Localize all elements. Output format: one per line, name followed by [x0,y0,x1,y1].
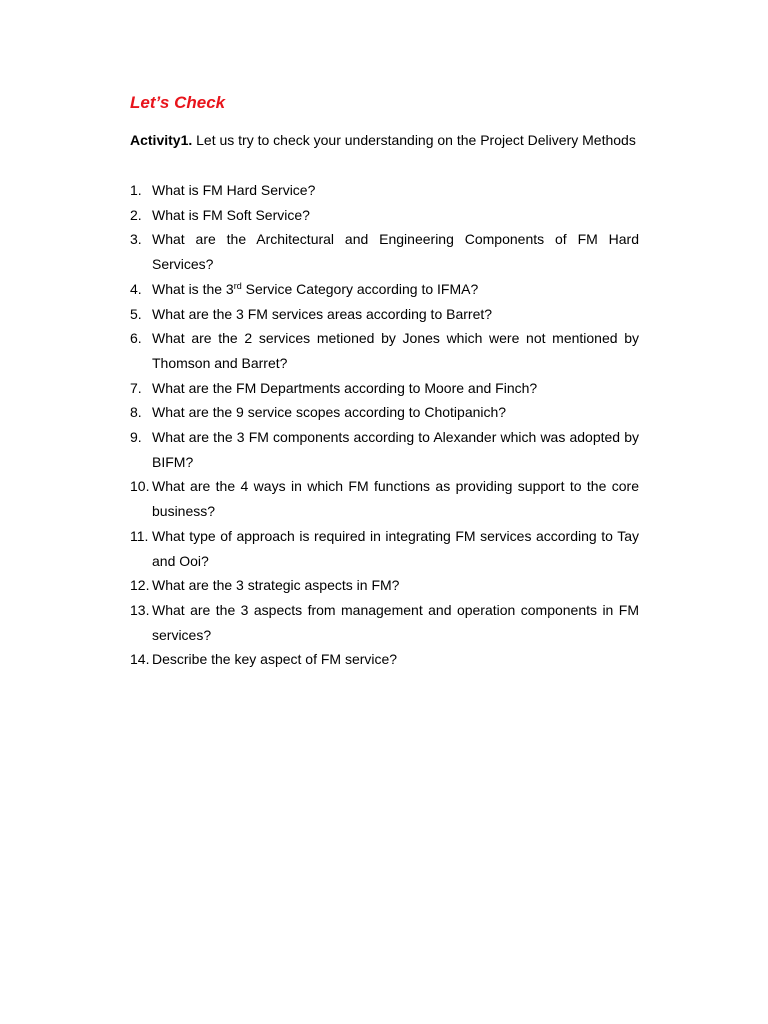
question-text: What is FM Soft Service? [152,206,310,223]
question-item [130,647,639,672]
question-text-end: Service Category according to IFMA? [241,280,479,297]
question-item [130,302,639,327]
question-text: Describe the key aspect of FM service? [152,651,398,668]
question-text: What are the 3 FM components according to Alexander which was adopted by BIFM? [152,429,639,470]
question-text: What are the Architectural and Engineering Components of FM Hard Services? [152,231,639,273]
question-list [130,178,639,672]
activity-text: Let us try to check your understanding on the Project Delivery Methods [196,132,636,148]
question-text-start: What is the 3 [152,280,234,297]
question-number: 8. [130,404,142,421]
question-number: 3. [130,231,142,248]
question-item [130,524,639,573]
question-number: 14. [130,651,150,668]
question-number: 12. [130,577,150,594]
ordinal-superscript: rd [233,280,242,291]
question-text: What are the 3 strategic aspects in FM? [152,577,400,594]
question-number: 9. [130,429,142,446]
question-number: 1. [130,182,142,198]
question-item [130,277,639,302]
question-number: 6. [130,330,142,347]
question-text: What is FM Hard Service? [152,182,316,198]
activity-intro [130,131,650,149]
question-text [152,277,639,302]
question-text: What are the 2 services metioned by Jones which were not mentioned by Thomson and Barret? [152,330,639,371]
question-item [130,376,639,401]
question-item [130,425,639,474]
question-number: 5. [130,305,142,322]
question-item [130,203,639,228]
activity-label: Activity1. [130,132,193,148]
question-number: 4. [130,280,142,297]
question-text: What are the 9 service scopes according to Chotipanich? [152,404,507,421]
question-number: 7. [130,379,142,396]
question-item [130,400,639,425]
question-item [130,178,639,203]
question-text: What are the 4 ways in which FM functions as providing support to the core business? [152,478,639,520]
question-item [130,326,639,375]
question-item [130,474,639,523]
section-title: Let’s Check [130,93,226,112]
question-number: 13. [130,601,150,618]
question-text: What are the 3 aspects from management and operation components in FM services? [152,601,639,643]
question-number: 2. [130,206,142,223]
question-item [130,598,639,647]
question-text: What are the 3 FM services areas according to Barret? [152,305,493,322]
question-item [130,573,639,598]
question-number: 10. [130,478,150,495]
question-text: What are the FM Departments according to Moore and Finch? [152,379,538,396]
question-text: What type of approach is required in integrating FM services according to Tay and Ooi? [152,527,639,569]
question-number: 11. [130,527,149,544]
question-item [130,227,639,276]
